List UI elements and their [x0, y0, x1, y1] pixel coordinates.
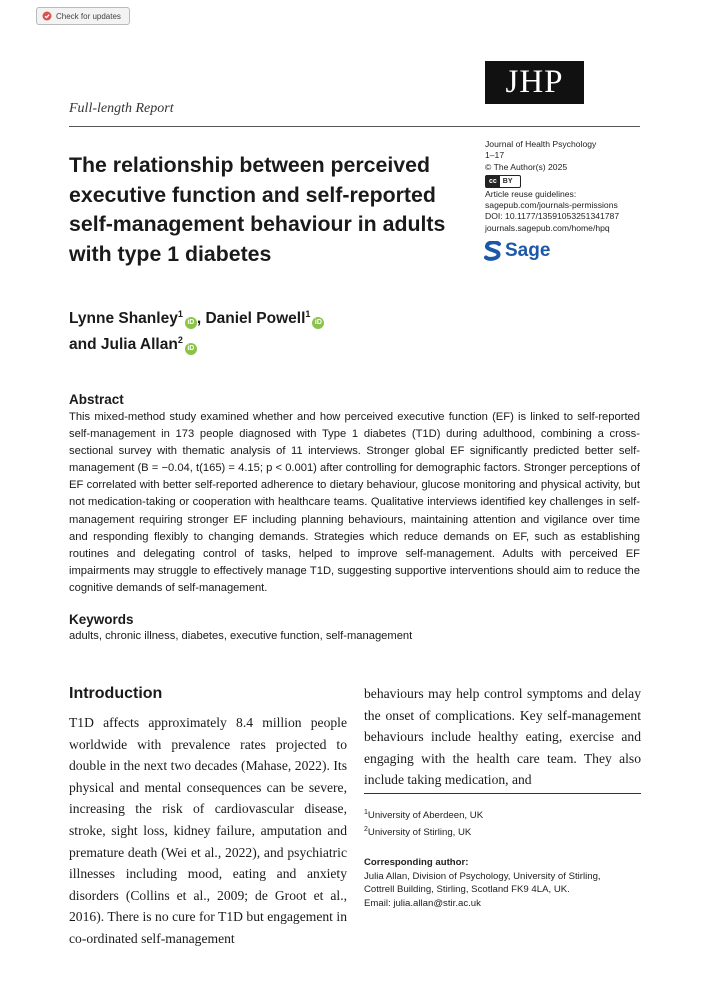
publisher-logo [484, 240, 550, 262]
copyright: © The Author(s) 2025 [485, 161, 568, 172]
reuse-guidelines: Article reuse guidelines: [485, 188, 577, 199]
corresponding-author-heading: Corresponding author: [364, 857, 469, 869]
section-heading-introduction: Introduction [69, 685, 163, 702]
article-title: The relationship between perceived executive function and self-reported self-management behaviour in adults with type 1 diabetes [69, 153, 446, 266]
corresponding-author-line: Cottrell Building, Stirling, Scotland FK9 4LA, UK. [364, 884, 570, 896]
keywords-heading: Keywords [69, 612, 134, 627]
body-text-left: T1D affects approximately 8.4 million people worldwide with prevalence rates projected to double in the next two decades (Mahase, 2022). Its physical and mental consequences can be severe, increasing the risk of cardiovascular disease, stroke, sight loss, kidney failure, amputation and premature death (Wei et al., 2022), and psychiatric illnesses including mood, eating and anxiety disorders (Collins et al., 2009; de Groot et al., 2016). There is no cure for T1D but engagement in co-ordinated self-management [69, 715, 347, 946]
abstract-heading: Abstract [69, 392, 124, 407]
page-range: 1–17 [485, 150, 505, 161]
author-name: Julia Allan [100, 335, 178, 353]
check-updates-label: Check for updates [56, 11, 121, 21]
journal-logo: JHP [485, 61, 584, 104]
affiliation-2: $^2$University of Stirling, UK [364, 825, 472, 838]
journal-meta [485, 139, 655, 234]
reuse-link[interactable]: sagepub.com/journals-permissions [485, 200, 618, 211]
check-updates-icon [42, 11, 52, 21]
author-name: Lynne Shanley [69, 310, 178, 328]
doi[interactable]: DOI: 10.1177/13591053251341787 [485, 211, 620, 222]
publisher-name: Sage [505, 240, 551, 261]
orcid-icon[interactable]: iD [185, 343, 197, 355]
affiliation-1: $^1$University of Aberdeen, UK [364, 809, 484, 822]
author-name: Daniel Powell [205, 310, 306, 328]
header-divider [69, 126, 640, 127]
footnotes [364, 806, 644, 910]
report-type: Full-length Report [69, 101, 174, 116]
corresponding-email[interactable]: Email: julia.allan@stir.ac.uk [364, 897, 481, 909]
check-for-updates-button[interactable] [36, 7, 130, 25]
orcid-icon[interactable]: iD [185, 317, 197, 329]
author-list: Lynne Shanley$^1$iD , Daniel Powell$^1$iD and Julia Allan$^2$iD [69, 304, 449, 355]
sage-s-icon [484, 241, 502, 261]
orcid-icon[interactable]: iD [312, 317, 324, 329]
body-text-right: behaviours may help control symptoms and delay the onset of complications. Key self-management behaviours include healthy eating, exercise and engaging with the health care team. They also include taking medication, and [364, 686, 641, 788]
journal-url[interactable]: journals.sagepub.com/home/hpq [485, 222, 610, 233]
abstract-text: This mixed-method study examined whether and how perceived executive function (EF) is linked to self-reported self-management in 173 people diagnosed with Type 1 diabetes (T1D) during adulthood, combining a cross-sectional survey with thematic analysis of 11 interviews. Stronger global EF significantly predicted better self-management (B = −0.04, t(165) = 4.15; p < 0.001) after controlling for demographic factors. Stronger perceptions of EF correlated with better self-reported adherence to dietary behaviour, glucose monitoring and physical activity, but not medication-taking or cooperation with healthcare teams. Qualitative interviews identified key challenges in self-management requiring stronger EF including planning behaviours, maintaining attention and vigilance over time and responding flexibly to changing demands. Strategies which reduce demands on EF, such as establishing routines and delegating control of tasks, helped to improve self-management. Adults with perceived EF impairments may struggle to effectively manage T1D, suggesting supportive interventions should aim to reduce the cognitive demands of self-management. [69, 411, 640, 594]
journal-name: Journal of Health Psychology [485, 139, 597, 149]
keywords-text: adults, chronic illness, diabetes, executive function, self-management [69, 630, 413, 642]
cc-by-license-icon[interactable]: cc BY [485, 173, 655, 189]
corresponding-author-line: Julia Allan, Division of Psychology, University of Stirling, [364, 870, 601, 882]
footnote-divider [364, 793, 641, 794]
